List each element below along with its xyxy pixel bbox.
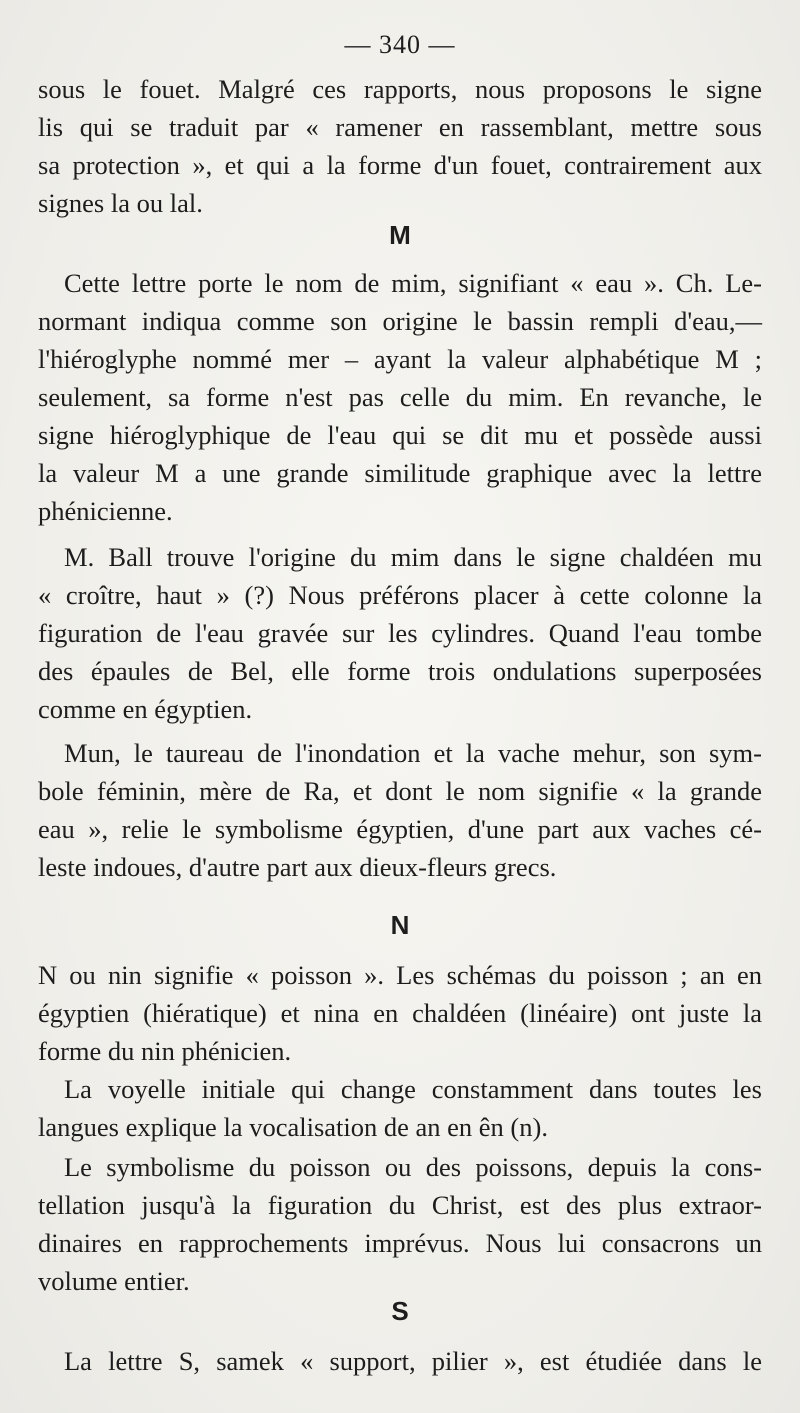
text-line: Le symbolisme du poisson ou des poissons, depuis la cons-	[64, 1152, 762, 1182]
text-line: Cette lettre porte le nom de mim, signifiant « eau ». Ch. Le-	[64, 268, 762, 298]
text-line: sa protection », et qui a la forme d'un fouet, contrairement aux	[38, 150, 762, 180]
text-line: leste indoues, d'autre part aux dieux-fleurs grecs.	[38, 852, 557, 882]
text-line: volume entier.	[38, 1266, 190, 1296]
text-line: forme du nin phénicien.	[38, 1036, 292, 1066]
text-line: M. Ball trouve l'origine du mim dans le signe chaldéen mu	[64, 542, 762, 572]
text-line: figuration de l'eau gravée sur les cylindres. Quand l'eau tombe	[38, 618, 762, 648]
text-line: Mun, le taureau de l'inondation et la vache mehur, son sym-	[64, 738, 762, 768]
text-line: normant indiqua comme son origine le bassin rempli d'eau,—	[38, 306, 762, 336]
text-line: La lettre S, samek « support, pilier », est étudiée dans le	[64, 1346, 762, 1376]
text-line: égyptien (hiératique) et nina en chaldéen (linéaire) ont juste la	[38, 998, 762, 1028]
text-line: lis qui se traduit par « ramener en rassemblant, mettre sous	[38, 112, 762, 142]
text-line: « croître, haut » (?) Nous préférons placer à cette colonne la	[38, 580, 762, 610]
text-line: des épaules de Bel, elle forme trois ondulations superposées	[38, 656, 762, 686]
text-line: sous le fouet. Malgré ces rapports, nous proposons le signe	[38, 74, 762, 104]
text-line: tellation jusqu'à la figuration du Christ, est des plus extraor-	[38, 1190, 762, 1220]
text-line: l'hiéroglyphe nommé mer – ayant la valeur alphabétique M ;	[38, 344, 762, 374]
text-line: langues explique la vocalisation de an en ên (n).	[38, 1112, 548, 1142]
text-line: eau », relie le symbolisme égyptien, d'une part aux vaches cé-	[38, 814, 762, 844]
text-line: dinaires en rapprochements imprévus. Nous lui consacrons un	[38, 1228, 762, 1258]
text-line: signe hiéroglyphique de l'eau qui se dit mu et possède aussi	[38, 420, 762, 450]
text-line: comme en égyptien.	[38, 694, 253, 724]
section-heading-n: N	[390, 910, 410, 940]
text-line: bole féminin, mère de Ra, et dont le nom signifie « la grande	[38, 776, 762, 806]
text-line: signes la ou lal.	[38, 188, 203, 218]
text-line: N ou nin signifie « poisson ». Les schémas du poisson ; an en	[38, 960, 762, 990]
text-line: La voyelle initiale qui change constamment dans toutes les	[64, 1074, 762, 1104]
section-heading-m: M	[389, 220, 411, 250]
text-line: phénicienne.	[38, 496, 173, 526]
text-line: seulement, sa forme n'est pas celle du mim. En revanche, le	[38, 382, 762, 412]
page-number: — 340 —	[344, 30, 456, 59]
section-heading-s: S	[391, 1296, 409, 1326]
text-line: la valeur M a une grande similitude graphique avec la lettre	[38, 458, 762, 488]
